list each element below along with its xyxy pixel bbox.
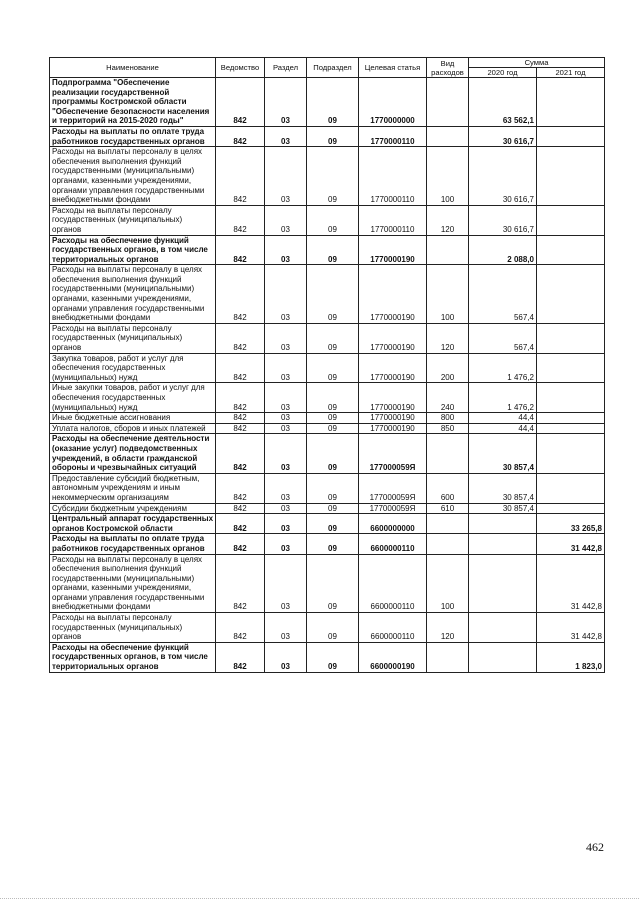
cell-sum-2020 xyxy=(469,514,537,534)
cell-expense-type xyxy=(427,78,469,127)
cell-sum-2020 xyxy=(469,534,537,554)
cell-expense-type: 100 xyxy=(427,554,469,613)
cell-razdel: 03 xyxy=(265,514,307,534)
cell-sum-2020 xyxy=(469,613,537,643)
cell-razdel: 03 xyxy=(265,473,307,503)
table-row xyxy=(50,434,605,473)
cell-podrazdel: 09 xyxy=(307,503,359,514)
table-row xyxy=(50,554,605,613)
cell-podrazdel: 09 xyxy=(307,126,359,146)
cell-sum-2020: 63 562,1 xyxy=(469,78,537,127)
cell-expense-type: 610 xyxy=(427,503,469,514)
cell-podrazdel: 09 xyxy=(307,205,359,235)
header-podrazdel: Подраздел xyxy=(307,58,359,78)
cell-sum-2021 xyxy=(537,205,605,235)
cell-sum-2021 xyxy=(537,323,605,353)
cell-vedomstvo: 842 xyxy=(216,413,265,424)
cell-sum-2020: 30 616,7 xyxy=(469,147,537,206)
cell-target-article: 177000059Я xyxy=(359,503,427,514)
cell-target-article: 177000059Я xyxy=(359,473,427,503)
cell-target-article: 6600000110 xyxy=(359,613,427,643)
header-expense-type: Вид расходов xyxy=(427,58,469,78)
table-row xyxy=(50,126,605,146)
cell-expense-type: 120 xyxy=(427,323,469,353)
cell-sum-2020: 30 616,7 xyxy=(469,205,537,235)
cell-podrazdel: 09 xyxy=(307,423,359,434)
cell-sum-2021 xyxy=(537,78,605,127)
cell-name: Расходы на выплаты персоналу государственных (муниципальных) органов xyxy=(50,613,216,643)
cell-expense-type: 600 xyxy=(427,473,469,503)
cell-target-article: 6600000000 xyxy=(359,514,427,534)
cell-sum-2020 xyxy=(469,642,537,672)
cell-podrazdel: 09 xyxy=(307,642,359,672)
cell-sum-2021 xyxy=(537,503,605,514)
cell-vedomstvo: 842 xyxy=(216,353,265,383)
cell-target-article: 1770000110 xyxy=(359,126,427,146)
cell-razdel: 03 xyxy=(265,423,307,434)
table-row xyxy=(50,514,605,534)
cell-sum-2020: 567,4 xyxy=(469,265,537,324)
cell-podrazdel: 09 xyxy=(307,434,359,473)
cell-expense-type: 120 xyxy=(427,613,469,643)
table-row xyxy=(50,78,605,127)
cell-razdel: 03 xyxy=(265,434,307,473)
cell-name: Расходы на выплаты персоналу государственных (муниципальных) органов xyxy=(50,205,216,235)
cell-vedomstvo: 842 xyxy=(216,613,265,643)
table-row xyxy=(50,503,605,514)
cell-podrazdel: 09 xyxy=(307,613,359,643)
cell-sum-2021 xyxy=(537,147,605,206)
cell-podrazdel: 09 xyxy=(307,554,359,613)
cell-sum-2020: 1 476,2 xyxy=(469,383,537,413)
cell-expense-type: 800 xyxy=(427,413,469,424)
cell-sum-2021 xyxy=(537,265,605,324)
cell-target-article: 6600000190 xyxy=(359,642,427,672)
table-body xyxy=(50,78,605,673)
cell-target-article: 6600000110 xyxy=(359,534,427,554)
cell-expense-type xyxy=(427,126,469,146)
cell-podrazdel: 09 xyxy=(307,147,359,206)
cell-razdel: 03 xyxy=(265,147,307,206)
cell-sum-2020: 2 088,0 xyxy=(469,235,537,265)
cell-name: Расходы на обеспечение функций государственных органов, в том числе территориальных органов xyxy=(50,235,216,265)
cell-target-article: 1770000190 xyxy=(359,383,427,413)
cell-sum-2020: 30 857,4 xyxy=(469,434,537,473)
cell-razdel: 03 xyxy=(265,78,307,127)
cell-expense-type: 120 xyxy=(427,205,469,235)
cell-podrazdel: 09 xyxy=(307,265,359,324)
cell-sum-2021 xyxy=(537,423,605,434)
cell-vedomstvo: 842 xyxy=(216,554,265,613)
cell-expense-type: 200 xyxy=(427,353,469,383)
cell-name: Иные бюджетные ассигнования xyxy=(50,413,216,424)
cell-vedomstvo: 842 xyxy=(216,323,265,353)
budget-table xyxy=(49,57,605,673)
cell-podrazdel: 09 xyxy=(307,473,359,503)
cell-target-article: 1770000190 xyxy=(359,265,427,324)
cell-name: Субсидии бюджетным учреждениям xyxy=(50,503,216,514)
cell-name: Расходы на обеспечение функций государственных органов, в том числе территориальных органов xyxy=(50,642,216,672)
cell-sum-2021: 1 823,0 xyxy=(537,642,605,672)
cell-target-article: 1770000190 xyxy=(359,323,427,353)
cell-sum-2021 xyxy=(537,413,605,424)
cell-razdel: 03 xyxy=(265,265,307,324)
cell-name: Расходы на выплаты персоналу в целях обеспечения выполнения функций государственными (муниципальными) органами, казенными учреждениями, органами управления государственными внебюджетными фондами xyxy=(50,265,216,324)
cell-podrazdel: 09 xyxy=(307,353,359,383)
header-sum: Сумма xyxy=(469,58,605,68)
table-row xyxy=(50,423,605,434)
cell-razdel: 03 xyxy=(265,642,307,672)
cell-vedomstvo: 842 xyxy=(216,534,265,554)
cell-sum-2021 xyxy=(537,473,605,503)
table-row xyxy=(50,534,605,554)
cell-name: Расходы на выплаты по оплате труда работников государственных органов xyxy=(50,534,216,554)
cell-razdel: 03 xyxy=(265,534,307,554)
cell-vedomstvo: 842 xyxy=(216,383,265,413)
cell-vedomstvo: 842 xyxy=(216,423,265,434)
cell-vedomstvo: 842 xyxy=(216,78,265,127)
cell-sum-2020: 44,4 xyxy=(469,413,537,424)
cell-podrazdel: 09 xyxy=(307,235,359,265)
header-year-2020: 2020 год xyxy=(469,68,537,78)
cell-target-article: 1770000000 xyxy=(359,78,427,127)
cell-expense-type xyxy=(427,642,469,672)
cell-target-article: 6600000110 xyxy=(359,554,427,613)
cell-sum-2021 xyxy=(537,434,605,473)
cell-vedomstvo: 842 xyxy=(216,126,265,146)
cell-sum-2021 xyxy=(537,353,605,383)
cell-razdel: 03 xyxy=(265,126,307,146)
cell-name: Подпрограмма "Обеспечение реализации государственной программы Костромской области "Обеспечение безопасности населения и территорий на 2015-2020 годы" xyxy=(50,78,216,127)
cell-vedomstvo: 842 xyxy=(216,642,265,672)
cell-vedomstvo: 842 xyxy=(216,265,265,324)
cell-podrazdel: 09 xyxy=(307,534,359,554)
cell-target-article: 1770000190 xyxy=(359,413,427,424)
cell-vedomstvo: 842 xyxy=(216,473,265,503)
page-number: 462 xyxy=(586,840,604,854)
cell-target-article: 1770000110 xyxy=(359,147,427,206)
cell-vedomstvo: 842 xyxy=(216,235,265,265)
cell-sum-2020: 44,4 xyxy=(469,423,537,434)
table-row xyxy=(50,323,605,353)
cell-name: Расходы на обеспечение деятельности (оказание услуг) подведомственных учреждений, в области гражданской обороны и чрезвычайных ситуаций xyxy=(50,434,216,473)
cell-target-article: 1770000110 xyxy=(359,205,427,235)
cell-razdel: 03 xyxy=(265,323,307,353)
table-row xyxy=(50,205,605,235)
cell-sum-2021: 31 442,8 xyxy=(537,554,605,613)
cell-target-article: 1770000190 xyxy=(359,235,427,265)
cell-razdel: 03 xyxy=(265,235,307,265)
cell-name: Закупка товаров, работ и услуг для обеспечения государственных (муниципальных) нужд xyxy=(50,353,216,383)
table-row xyxy=(50,613,605,643)
table-row xyxy=(50,383,605,413)
cell-razdel: 03 xyxy=(265,383,307,413)
cell-name: Расходы на выплаты персоналу в целях обеспечения выполнения функций государственными (муниципальными) органами, казенными учреждениями, органами управления государственными внебюджетными фондами xyxy=(50,554,216,613)
cell-expense-type xyxy=(427,514,469,534)
cell-razdel: 03 xyxy=(265,205,307,235)
scan-edge-line xyxy=(0,898,639,900)
cell-name: Расходы на выплаты персоналу в целях обеспечения выполнения функций государственными (муниципальными) органами, казенными учреждениями, органами управления государственными внебюджетными фондами xyxy=(50,147,216,206)
cell-expense-type xyxy=(427,235,469,265)
cell-expense-type: 240 xyxy=(427,383,469,413)
cell-target-article: 1770000190 xyxy=(359,353,427,383)
cell-sum-2020: 30 857,4 xyxy=(469,503,537,514)
cell-name: Уплата налогов, сборов и иных платежей xyxy=(50,423,216,434)
cell-sum-2021 xyxy=(537,235,605,265)
cell-razdel: 03 xyxy=(265,554,307,613)
header-target-article: Целевая статья xyxy=(359,58,427,78)
cell-sum-2021: 31 442,8 xyxy=(537,534,605,554)
cell-sum-2020: 1 476,2 xyxy=(469,353,537,383)
cell-expense-type: 850 xyxy=(427,423,469,434)
cell-vedomstvo: 842 xyxy=(216,503,265,514)
cell-sum-2021: 31 442,8 xyxy=(537,613,605,643)
cell-expense-type: 100 xyxy=(427,265,469,324)
cell-podrazdel: 09 xyxy=(307,413,359,424)
cell-name: Расходы на выплаты персоналу государственных (муниципальных) органов xyxy=(50,323,216,353)
table-row xyxy=(50,353,605,383)
cell-name: Расходы на выплаты по оплате труда работников государственных органов xyxy=(50,126,216,146)
cell-razdel: 03 xyxy=(265,613,307,643)
cell-sum-2020: 30 857,4 xyxy=(469,473,537,503)
cell-expense-type: 100 xyxy=(427,147,469,206)
cell-sum-2021: 33 265,8 xyxy=(537,514,605,534)
table-row xyxy=(50,235,605,265)
header-name: Наименование xyxy=(50,58,216,78)
cell-razdel: 03 xyxy=(265,503,307,514)
cell-sum-2021 xyxy=(537,126,605,146)
cell-razdel: 03 xyxy=(265,353,307,383)
header-razdel: Раздел xyxy=(265,58,307,78)
header-vedomstvo: Ведомство xyxy=(216,58,265,78)
cell-sum-2020: 567,4 xyxy=(469,323,537,353)
cell-podrazdel: 09 xyxy=(307,78,359,127)
cell-sum-2020: 30 616,7 xyxy=(469,126,537,146)
cell-podrazdel: 09 xyxy=(307,514,359,534)
cell-vedomstvo: 842 xyxy=(216,514,265,534)
cell-expense-type xyxy=(427,434,469,473)
cell-name: Предоставление субсидий бюджетным, автономным учреждениям и иным некоммерческим организациям xyxy=(50,473,216,503)
cell-name: Иные закупки товаров, работ и услуг для обеспечения государственных (муниципальных) нужд xyxy=(50,383,216,413)
cell-razdel: 03 xyxy=(265,413,307,424)
cell-name: Центральный аппарат государственных органов Костромской области xyxy=(50,514,216,534)
table-row xyxy=(50,147,605,206)
cell-vedomstvo: 842 xyxy=(216,434,265,473)
cell-target-article: 1770000190 xyxy=(359,423,427,434)
cell-target-article: 177000059Я xyxy=(359,434,427,473)
cell-sum-2021 xyxy=(537,383,605,413)
header-year-2021: 2021 год xyxy=(537,68,605,78)
cell-sum-2020 xyxy=(469,554,537,613)
table-row xyxy=(50,473,605,503)
cell-vedomstvo: 842 xyxy=(216,147,265,206)
table-row xyxy=(50,642,605,672)
cell-vedomstvo: 842 xyxy=(216,205,265,235)
cell-podrazdel: 09 xyxy=(307,383,359,413)
table-row xyxy=(50,413,605,424)
table-row xyxy=(50,265,605,324)
cell-podrazdel: 09 xyxy=(307,323,359,353)
cell-expense-type xyxy=(427,534,469,554)
